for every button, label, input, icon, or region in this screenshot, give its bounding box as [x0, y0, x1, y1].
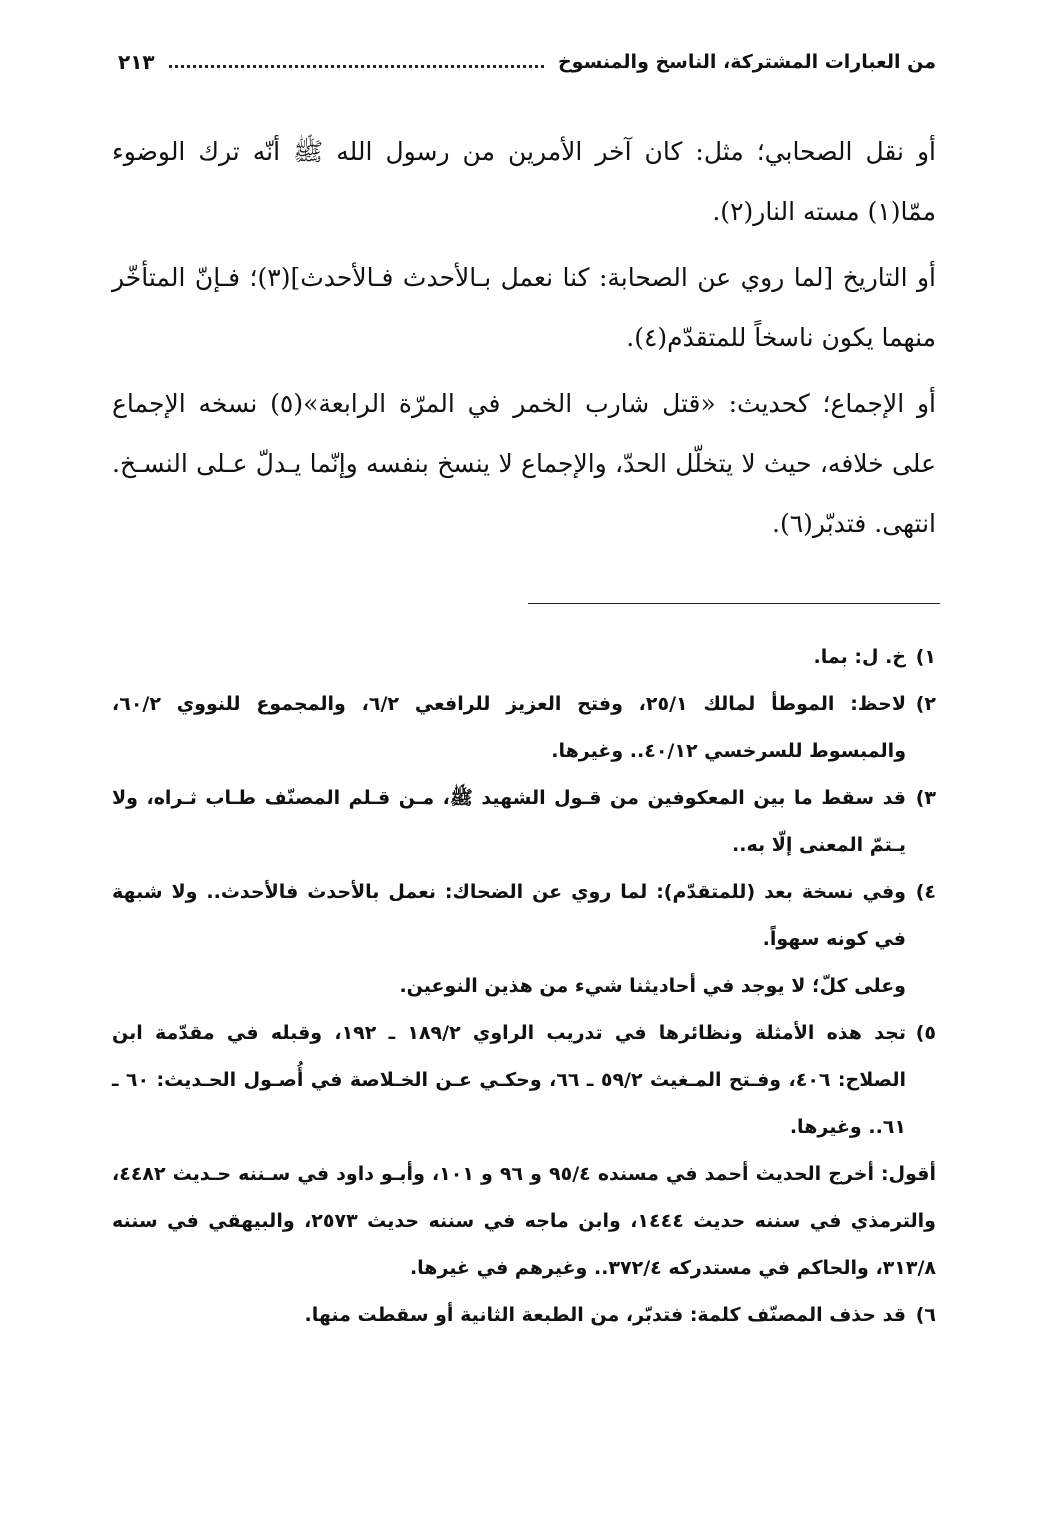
footnote-text: قد سقط ما بين المعكوفين من قـول الشهيد ﷺ، مـن قـلم المصنّف طـاب ثـراه، ولا يـتمّ المعنى إلّا به.. [112, 787, 906, 856]
header-dot-leader [169, 64, 544, 68]
footnote-number: ٢) [915, 693, 936, 715]
running-header [118, 44, 936, 80]
footnote-text: وفي نسخة بعد (للمتقدّم): لما روي عن الضحاك: نعمل بالأحدث فالأحدث.. ولا شبهة في كونه سهواً. [112, 881, 906, 950]
footnote-continuation: أقول: أخرج الحديث أحمد في مسنده ٩٥/٤ و ٩٦ و ١٠١، وأبـو داود في سـننه حـديث ٤٤٨٢، والترمذي في سننه حديث ١٤٤٤، وابن ماجه في سننه حديث ٢٥٧٣، والبيهقي في سننه ٣١٣/٨، والحاكم في مستدركه ٣٧٢/٤.. وغيرهم في غيرها. [112, 1163, 936, 1279]
footnote-continuation: وعلى كلّ؛ لا يوجد في أحاديثنا شيء من هذين النوعين. [399, 975, 906, 997]
main-text [112, 122, 936, 560]
footnote-number: ٦) [915, 1304, 936, 1326]
paragraph: أو نقل الصحابي؛ مثل: كان آخر الأمرين من رسول الله ﷺ أنّه ترك الوضوء ممّا(١) مسته النار(٢). [112, 137, 936, 226]
footnote-separator [528, 603, 940, 604]
footnote-text: لاحظ: الموطأ لمالك ٢٥/١، وفتح العزيز للرافعي ٦/٢، والمجموع للنووي ٦٠/٢، والمبسوط للسرخسي ٤٠/١٢.. وغيرها. [112, 693, 906, 762]
footnote-number: ٥) [915, 1022, 936, 1044]
footnote [112, 775, 936, 869]
header-title: من العبارات المشتركة، الناسخ والمنسوخ [557, 51, 936, 73]
footnote [112, 1292, 936, 1339]
footnote [112, 869, 936, 963]
footnote [112, 681, 936, 775]
paragraph: أو التاريخ [لما روي عن الصحابة: كنا نعمل بـالأحدث فـالأحدث](٣)؛ فـإنّ المتأخّر منهما يكون ناسخاً للمتقدّم(٤). [112, 263, 936, 352]
footnotes [112, 634, 936, 1339]
footnote-number: ٤) [915, 881, 936, 903]
footnote-number: ٣) [915, 787, 936, 809]
paragraph: أو الإجماع؛ كحديث: «قتل شارب الخمر في المرّة الرابعة»(٥) نسخه الإجماع على خلافه، حيث لا يتخلّل الحدّ، والإجماع لا ينسخ بنفسه وإنّما يـدلّ عـلى النسـخ. انتهى. فتدبّر(٦). [112, 389, 937, 538]
footnote-number: ١) [915, 646, 936, 668]
footnote-text: قد حذف المصنّف كلمة: فتدبّر، من الطبعة الثانية أو سقطت منها. [304, 1304, 906, 1326]
footnote [112, 634, 936, 681]
footnote-text: تجد هذه الأمثلة ونظائرها في تدريب الراوي ١٨٩/٢ ـ ١٩٢، وقبله في مقدّمة ابن الصلاح: ٤٠٦، وفـتح المـغيث ٥٩/٢ ـ ٦٦، وحكـي عـن الخـلاصة في أُصـول الحـديث: ٦٠ ـ ٦١.. وغيرها. [112, 1022, 907, 1138]
page-number: ٢١٣ [118, 50, 155, 74]
footnote-text: خ. ل: بما. [813, 646, 906, 668]
footnote [112, 1010, 936, 1151]
